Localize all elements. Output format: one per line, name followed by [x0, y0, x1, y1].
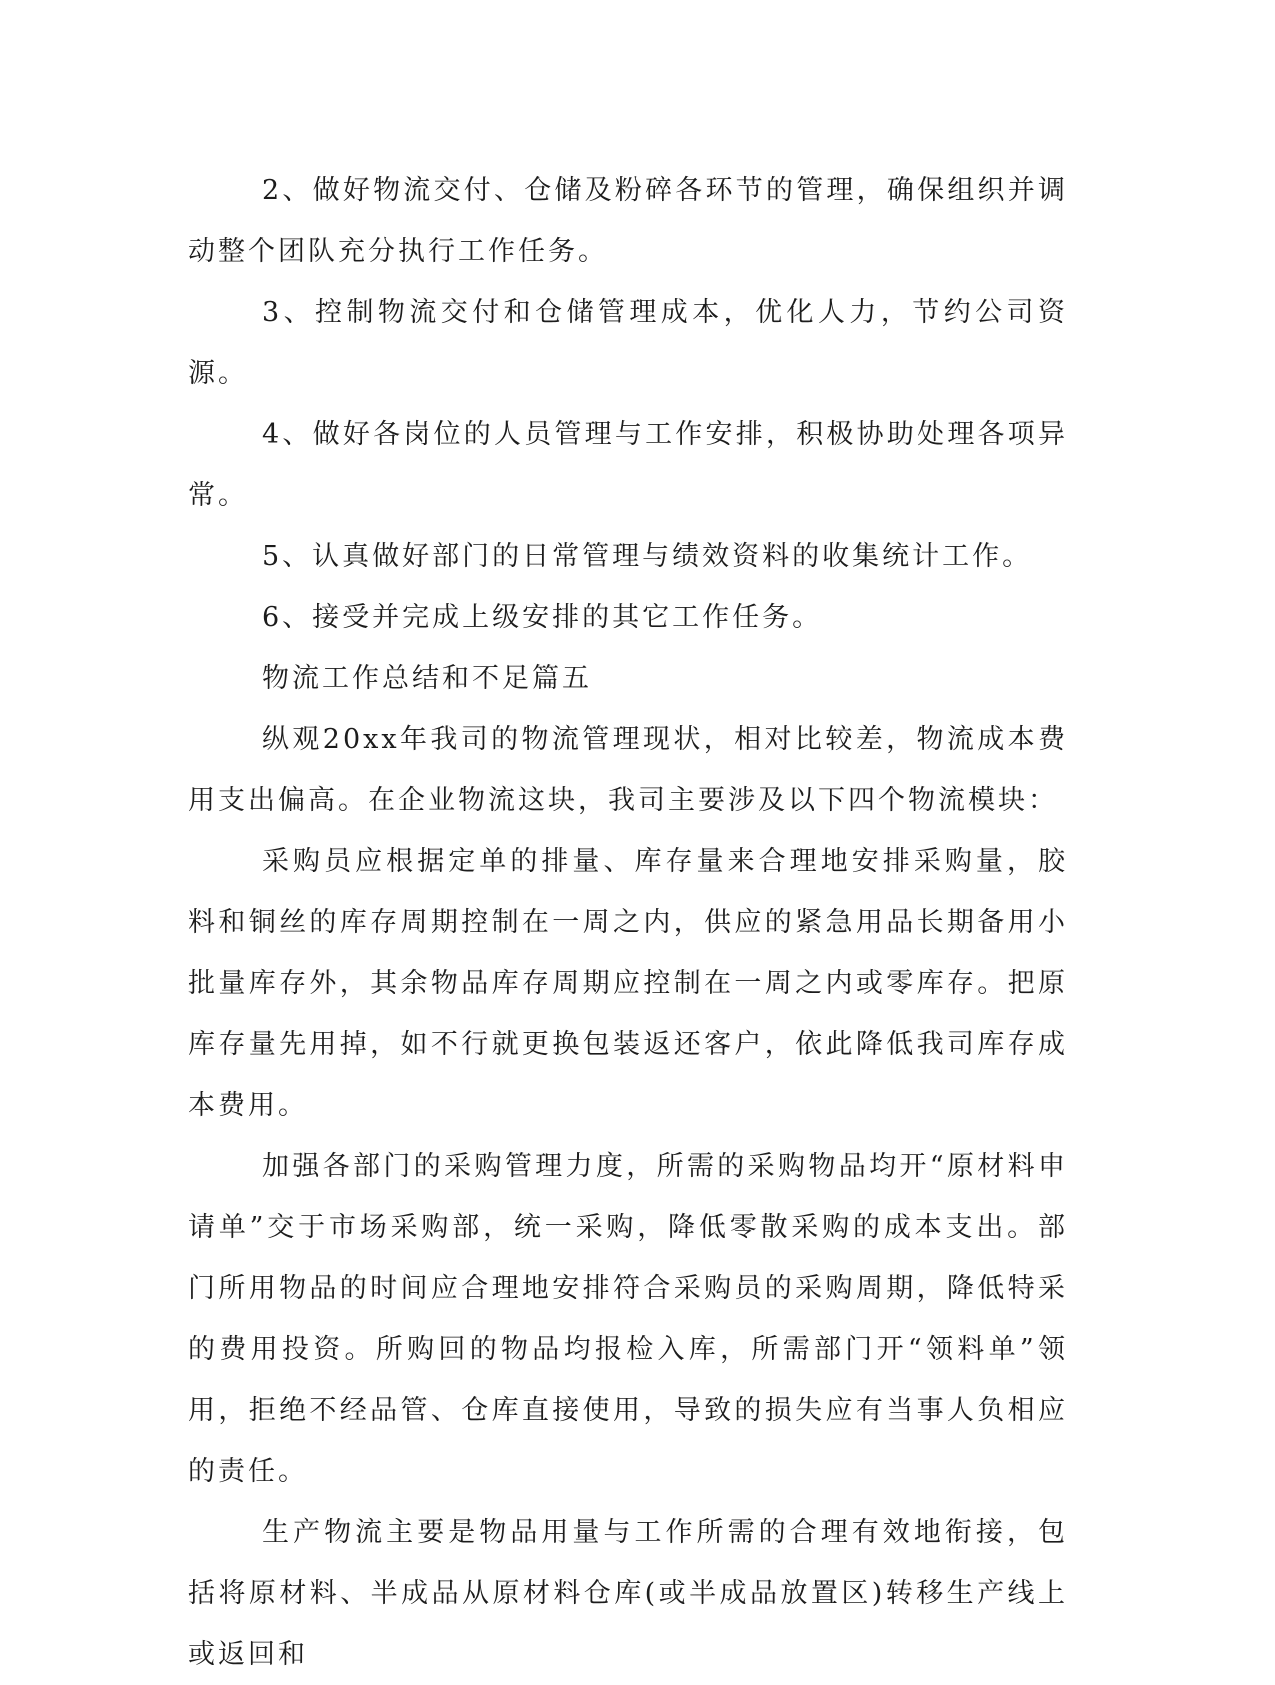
paragraph-purchasing-inventory: 采购员应根据定单的排量、库存量来合理地安排采购量，胶料和铜丝的库存周期控制在一周之内，供应的紧急用品长期备用小批量库存外，其余物品库存周期应控制在一周之内或零库存。把原库存量先用掉，如不行就更换包装返还客户，依此降低我司库存成本费用。: [188, 846, 1068, 1121]
paragraph-item-5: 5、认真做好部门的日常管理与绩效资料的收集统计工作。: [262, 541, 1033, 572]
paragraph-overview: 纵观20xx年我司的物流管理现状，相对比较差，物流成本费用支出偏高。在企业物流这块，我司主要涉及以下四个物流模块：: [188, 724, 1068, 816]
document-body: [188, 160, 1068, 1685]
paragraph-item-3: 3、控制物流交付和仓储管理成本，优化人力，节约公司资源。: [188, 297, 1068, 389]
paragraph-item-6: 6、接受并完成上级安排的其它工作任务。: [262, 602, 823, 633]
paragraph-item-4: 4、做好各岗位的人员管理与工作安排，积极协助处理各项异常。: [188, 419, 1068, 511]
paragraph-purchasing-management: 加强各部门的采购管理力度，所需的采购物品均开“原材料申请单”交于市场采购部，统一采购，降低零散采购的成本支出。部门所用物品的时间应合理地安排符合采购员的采购周期，降低特采的费用投资。所购回的物品均报检入库，所需部门开“领料单”领用，拒绝不经品管、仓库直接使用，导致的损失应有当事人负相应的责任。: [188, 1151, 1068, 1487]
section-heading: 物流工作总结和不足篇五: [262, 663, 592, 694]
paragraph-production-logistics: 生产物流主要是物品用量与工作所需的合理有效地衔接，包括将原材料、半成品从原材料仓库(或半成品放置区)转移生产线上或返回和: [188, 1517, 1068, 1670]
paragraph-item-2: 2、做好物流交付、仓储及粉碎各环节的管理，确保组织并调动整个团队充分执行工作任务。: [188, 175, 1068, 267]
